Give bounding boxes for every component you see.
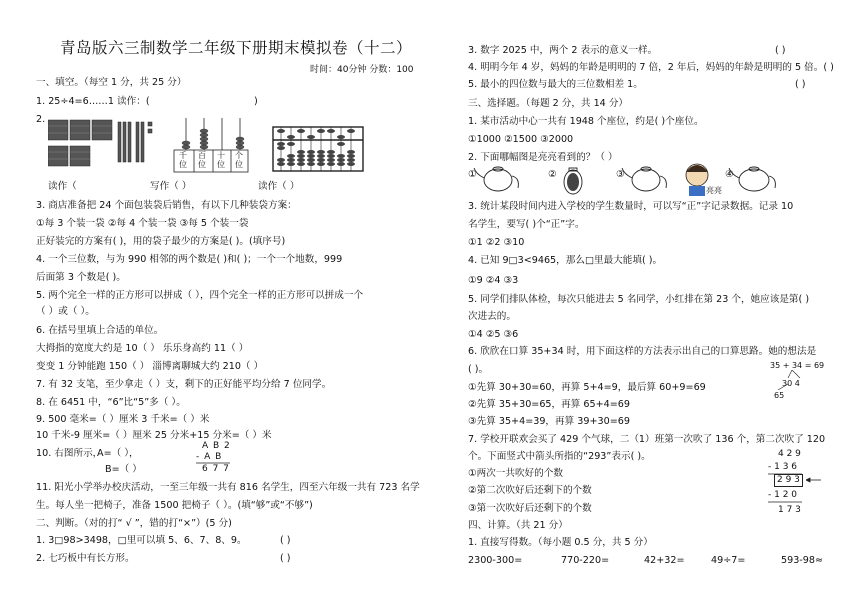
right-line-5: 1. 某市活动中心一共有 1948 个座位，约是( )个座位。: [468, 116, 704, 127]
left-line-17: 9. 500 毫米=（ ）厘米 3 千米=（ ）米: [36, 414, 210, 425]
right-line-25: ③第一次吹好后还剩下的个数: [468, 503, 592, 514]
left-line-6: ①每 3 个装一袋 ②每 4 个装一袋 ③每 5 个装一袋: [36, 218, 249, 229]
right-line-10: ①1 ②2 ③10: [468, 237, 525, 248]
left-line-13: 大拇指的宽度大约是 10（ ） 乐乐身高约 11（ ）: [36, 343, 249, 354]
left-line-14: 变变 1 分钟能跑 150（ ） 淄博离聊城大约 210（ ）: [36, 361, 264, 372]
left-line-8: 4. 一个三位数，与为 990 相邻的两个数是( )和( )；一个一个地数，999: [36, 254, 343, 265]
left-line-26: 2. 七巧板中有长方形。: [36, 553, 135, 564]
right-line-17: ( )。: [468, 364, 489, 375]
right-line-23: ①两次一共吹好的个数: [468, 468, 563, 479]
q10-calc-bottom: 6 7 7: [202, 464, 230, 474]
right-line-7: 2. 下面哪幅图是亮亮看到的？（ ）: [468, 152, 618, 163]
calc-item-2: 770-220=: [561, 555, 610, 566]
right-line-1: 3. 数字 2025 中，两个 2 表示的意义一样。: [468, 45, 658, 56]
right-line-4: 三、选择题。（每题 2 分，共 14 分）: [468, 98, 629, 109]
right-line-15: ①4 ②5 ③6: [468, 329, 519, 340]
calc-item-3: 42+32=: [644, 555, 685, 566]
vcalc-b: - 1 3 6: [768, 462, 798, 472]
abacus-write-label: 写作（ ）: [150, 181, 192, 192]
vcalc-a: 4 2 9: [778, 449, 801, 459]
exam-meta: 时间：40分钟 分数：100: [310, 65, 414, 75]
vcalc-line-2: [768, 501, 802, 503]
suanpan-abacus: [272, 126, 364, 172]
left-line-23: 生。每人坐一把椅子，准备 1500 把椅子（ ）。(填“够”或“不够”): [36, 500, 313, 511]
judge-mark-2: ( ): [280, 553, 291, 564]
left-line-5: 3. 商店准备把 24 个面包装袋后销售，有以下几种装袋方案：: [36, 200, 297, 211]
judge-mark-1: ( ): [280, 535, 291, 546]
abacus-read2-label: 读作（ ）: [258, 181, 300, 192]
left-line-2: 1. 25÷4=6……1 读作：(: [36, 96, 150, 107]
q1-blank: ): [254, 96, 258, 107]
left-line-18: 10 千米-9 厘米=（ ）厘米 25 分米+15 分米=（ ）米: [36, 430, 272, 441]
right-line-8: 3. 统计某段时间内进入学校的学生数量时，可以写“正”字记录数据。记录 10: [468, 201, 794, 212]
calc-item-5: 593-98≈: [781, 555, 824, 566]
page-title: 青岛版六三制数学二年级下册期末模拟卷（十二）: [60, 39, 413, 57]
place-label-thousands: 千位: [179, 151, 187, 169]
think-mid: 30 4: [782, 379, 800, 388]
left-line-7: 正好装完的方案有( )，用的袋子最少的方案是( )。(填序号): [36, 236, 286, 247]
left-line-25: 1. 3□98>3498，□里可以填 5、6、7、8、9。: [36, 535, 247, 546]
right-line-20: ③先算 35+4=39，再算 39+30=69: [468, 416, 630, 427]
q10-calc-mid: - A B: [196, 452, 223, 462]
left-line-1: 一、填空。（每空 1 分，共 25 分）: [36, 77, 187, 88]
left-line-24: 二、判断。（对的打“ √ ”，错的打“×”）(5 分): [36, 518, 232, 529]
right-line-12: ①9 ②4 ③3: [468, 275, 519, 286]
right-line-6: ①1000 ②1500 ③2000: [468, 134, 574, 145]
vcalc-boxed-293: [774, 474, 803, 487]
vcalc-d: - 1 2 0: [768, 490, 798, 500]
calc-item-4: 49÷7=: [711, 555, 746, 566]
left-line-4: 读作（: [48, 181, 77, 192]
q10-calc-top: A B 2: [202, 441, 231, 451]
think-bot: 65: [774, 391, 785, 400]
left-line-16: 8. 在 6451 中，“6”比“5”多（ ）。: [36, 397, 186, 408]
base-ten-blocks: [48, 114, 168, 174]
right-line-18: ①先算 30+30=60，再算 5+4=9，最后算 60+9=69: [468, 382, 706, 393]
left-line-21: B=（ ）: [105, 464, 142, 475]
choice2-label-4: ④: [725, 169, 734, 180]
left-line-12: 6. 在括号里填上合适的单位。: [36, 325, 164, 336]
right-line-24: ②第二次吹好后还剩下的个数: [468, 485, 592, 496]
right-line-11: 4. 已知 9□3<9465，那么□里最大能填( )。: [468, 255, 663, 266]
left-line-20: A=（ ），: [97, 448, 139, 459]
right-mark-3: ( ): [775, 45, 786, 56]
calc-item-1: 2300-300=: [468, 555, 523, 566]
place-label-hundreds: 百位: [198, 151, 206, 169]
right-line-19: ②先算 35+30=65，再算 65+4=69: [468, 399, 630, 410]
right-line-26: 四、计算。（共 21 分）: [468, 520, 568, 531]
choice2-label-1: ①: [468, 169, 477, 180]
right-mark-5: ( ): [795, 79, 806, 90]
vcalc-arrow: [806, 475, 822, 485]
right-line-14: 次进去的。: [468, 311, 516, 322]
teapot-options: [468, 158, 788, 198]
choice2-label-2: ②: [548, 169, 557, 180]
choice2-label-3: ③: [616, 169, 625, 180]
left-line-9: 后面第 3 个数是( )。: [36, 272, 126, 283]
right-line-13: 5. 同学们排队体检，每次只能进去 5 名同学，小红排在第 23 个，她应该是第( ): [468, 294, 810, 305]
left-line-11: （ ）或（ ）。: [36, 306, 95, 317]
right-line-22: 个。下面竖式中箭头所指的“293”表示( )。: [468, 451, 651, 462]
left-line-3: 2.: [36, 114, 46, 125]
place-label-ones: 个位: [235, 151, 243, 169]
think-eq: 35 + 34 = 69: [770, 361, 825, 370]
right-line-3: 5. 最小的四位数与最大的三位数相差 1。: [468, 79, 643, 90]
left-line-19: 10. 右图所示，: [36, 448, 103, 459]
right-line-21: 7. 学校开联欢会买了 429 个气球，二（1）班第一次吹了 136 个，第二次吹了 120: [468, 434, 826, 445]
right-line-2: 4. 明明今年 4 岁，妈妈的年龄是明明的 7 倍，2 年后，妈妈的年龄是明明的 5 倍。( ): [468, 62, 834, 73]
place-label-tens: 十位: [217, 151, 225, 169]
vcalc-e: 1 7 3: [778, 505, 801, 515]
right-line-9: 名学生，要写( )个“正”字。: [468, 219, 585, 230]
vcalc-c: 2 9 3: [777, 475, 800, 485]
choice2-boy-name: 亮亮: [706, 186, 722, 195]
left-line-22: 11. 阳光小学举办校庆活动，一至三年级一共有 816 名学生，四至六年级一共有 723 名学: [36, 482, 420, 493]
left-line-15: 7. 有 32 支笔，至少拿走（ ）支，剩下的正好能平均分给 7 位同学。: [36, 379, 332, 390]
right-line-16: 6. 欣欣在口算 35+34 时，用下面这样的方法表示出自己的口算思路。她的想法是: [468, 346, 817, 357]
right-line-27: 1. 直接写得数。（每小题 0.5 分，共 5 分）: [468, 537, 653, 548]
left-line-10: 5. 两个完全一样的正方形可以拼成（ ），四个完全一样的正方形可以拼成一个: [36, 290, 364, 301]
